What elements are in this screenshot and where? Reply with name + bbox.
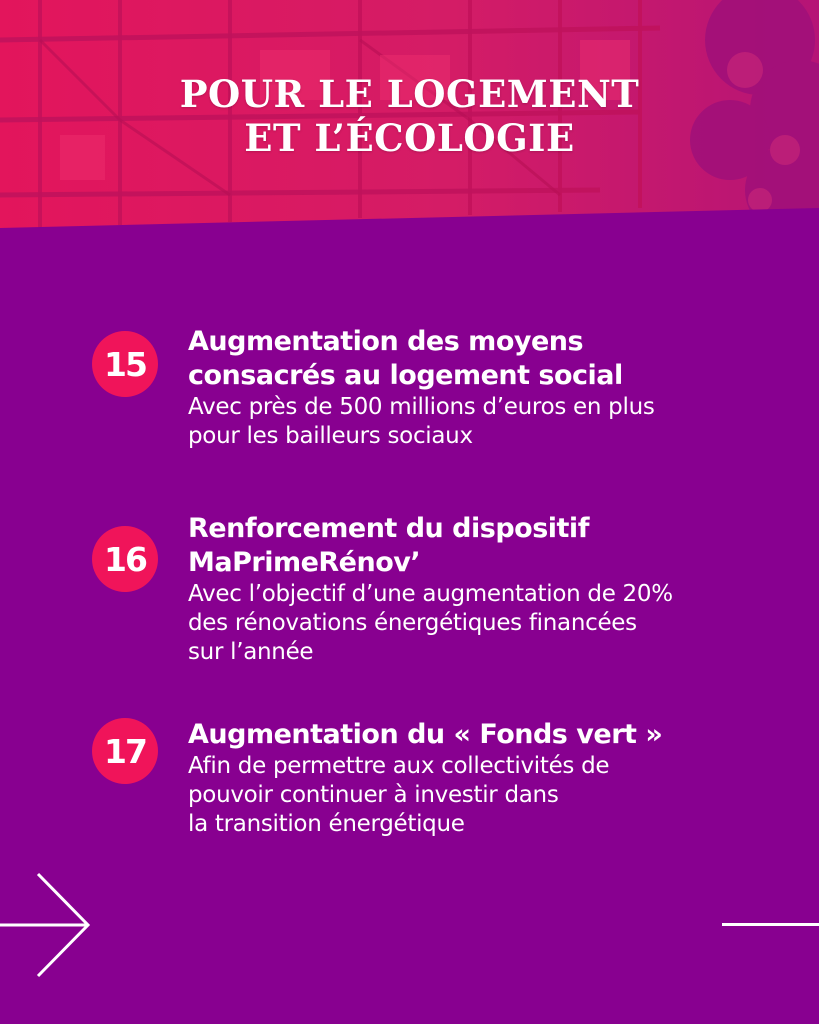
dash-line-icon — [722, 923, 819, 926]
description-line: Avec près de 500 millions d’euros en plus — [188, 394, 655, 420]
number-badge: 16 — [92, 526, 158, 592]
measure-description — [188, 393, 788, 451]
heading-line: MaPrimeRénov’ — [188, 547, 421, 578]
measure-text — [188, 325, 788, 451]
measure-heading — [188, 512, 788, 580]
heading-line: Renforcement du dispositif — [188, 513, 589, 544]
number-badge: 15 — [92, 331, 158, 397]
description-line: la transition énergétique — [188, 811, 465, 837]
header-banner — [0, 0, 819, 240]
heading-line: Augmentation des moyens — [188, 326, 584, 357]
description-line: pouvoir continuer à investir dans — [188, 782, 559, 808]
measure-heading — [188, 325, 788, 393]
measure-text — [188, 512, 788, 667]
description-line: Afin de permettre aux collectivités de — [188, 753, 610, 779]
measure-description — [188, 580, 788, 667]
description-line: Avec l’objectif d’une augmentation de 20% — [188, 581, 673, 607]
description-line: pour les bailleurs sociaux — [188, 423, 473, 449]
description-line: sur l’année — [188, 639, 314, 665]
heading-line: Augmentation du « Fonds vert » — [188, 719, 663, 750]
measure-heading — [188, 718, 788, 752]
description-line: des rénovations énergétiques financées — [188, 610, 637, 636]
arrow-right-icon[interactable] — [0, 872, 96, 982]
heading-line: consacrés au logement social — [188, 360, 623, 391]
number-badge: 17 — [92, 718, 158, 784]
measure-description — [188, 752, 788, 839]
page-title — [0, 72, 819, 160]
measure-text — [188, 718, 788, 839]
title-line-1: POUR LE LOGEMENT — [179, 72, 640, 116]
title-line-2: ET L’ÉCOLOGIE — [244, 116, 575, 160]
